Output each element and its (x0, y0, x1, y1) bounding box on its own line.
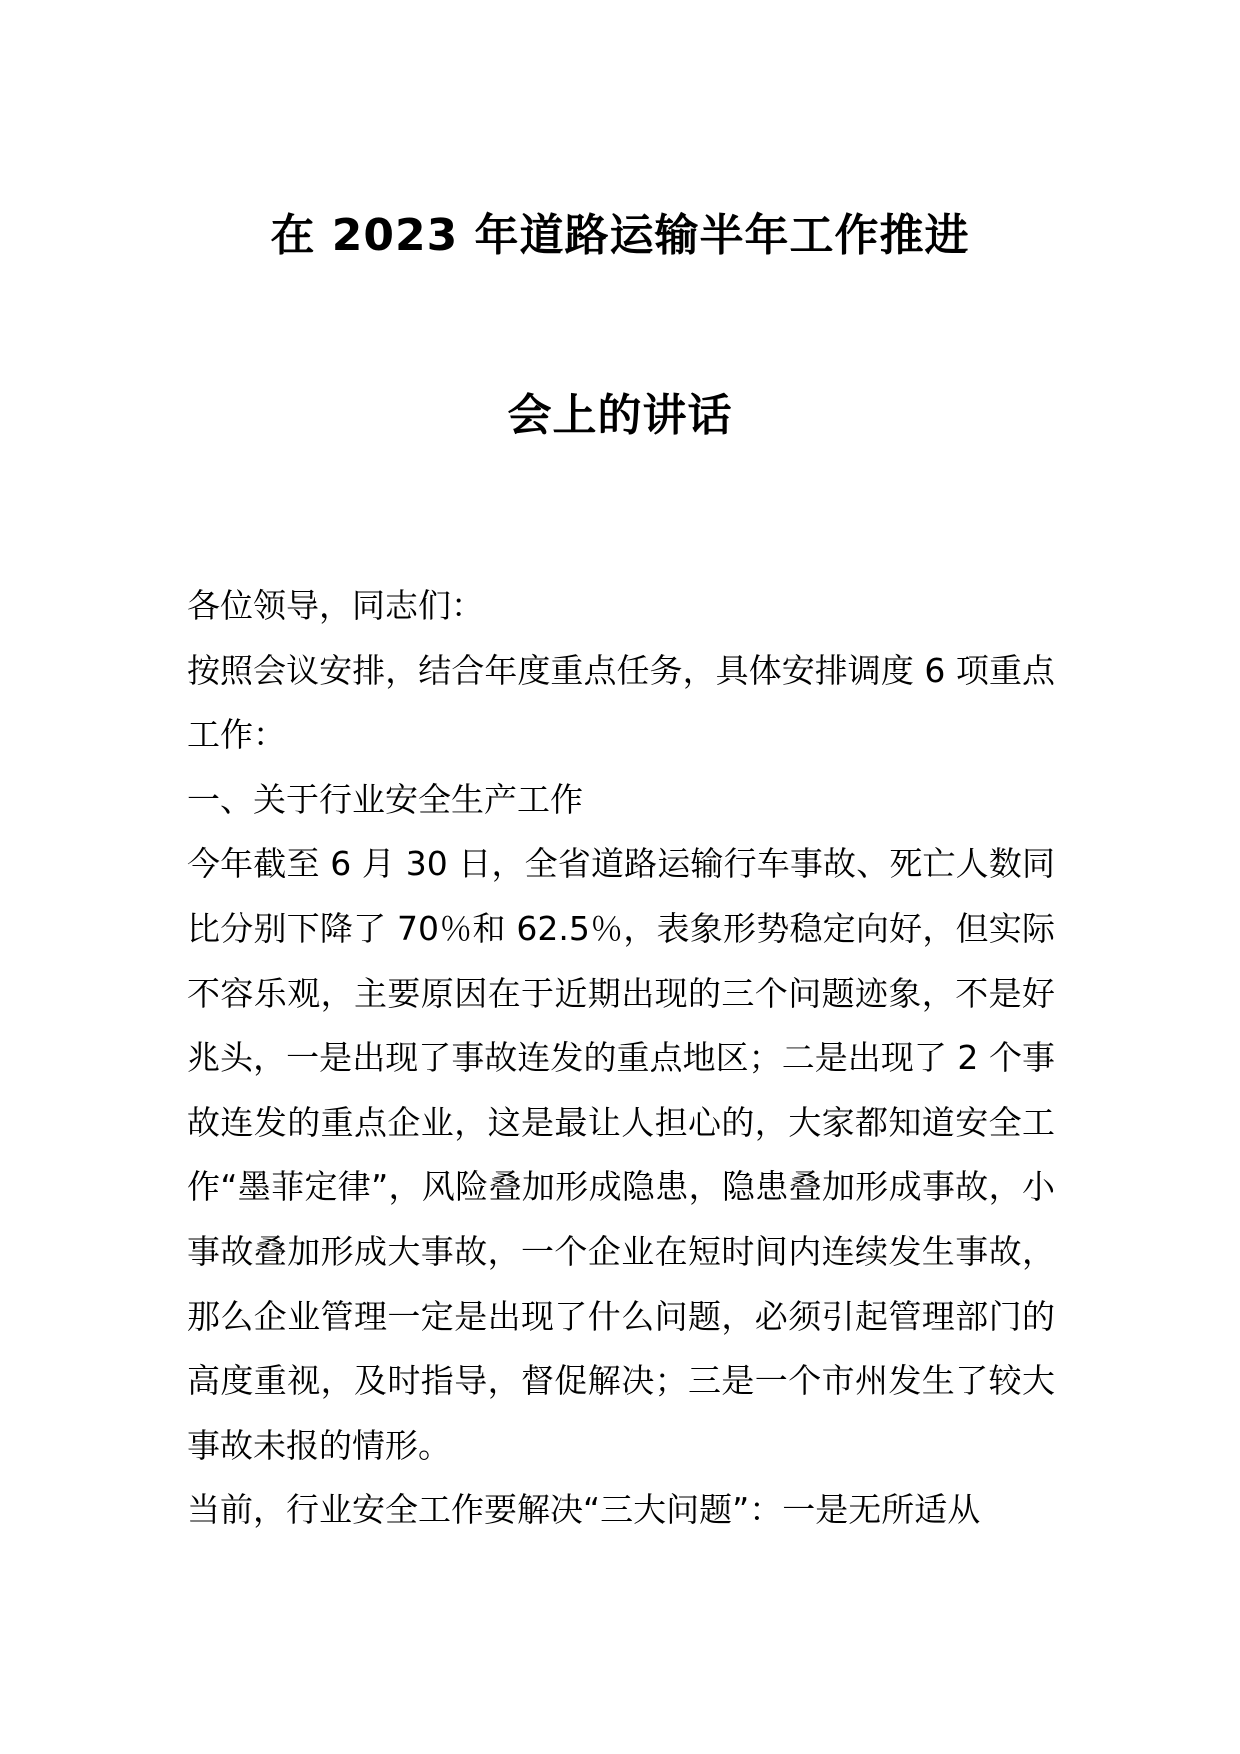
body-paragraph: 今年截至 6 月 30 日，全省道路运输行车事故、死亡人数同比分别下降了 70％和 62.5％，表象形势稳定向好，但实际不容乐观，主要原因在于近期出现的三个问题迹象，不是好兆头，一是出现了事故连发的重点地区；二是出现了 2 个事故连发的重点企业，这是最让人担心的，大家都知道安全工作“墨菲定律”，风险叠加形成隐患，隐患叠加形成事故，小事故叠加形成大事故，一个企业在短时间内连续发生事故，那么企业管理一定是出现了什么问题，必须引起管理部门的高度重视，及时指导，督促解决；三是一个市州发生了较大事故未报的情形。 (187, 844, 1055, 1465)
document-title-line-1: 在 2023 年道路运输半年工作推进 (270, 210, 970, 261)
intro-paragraph: 按照会议安排，结合年度重点任务，具体安排调度 6 项重点工作： (187, 650, 1055, 755)
document-body (187, 574, 1055, 1543)
salutation-paragraph: 各位领导，同志们： (187, 586, 484, 625)
section-heading-1: 一、关于行业安全生产工作 (187, 779, 583, 819)
document-title-line-2: 会上的讲话 (507, 390, 733, 441)
body-paragraph: 当前，行业安全工作要解决“三大问题”：一是无所适从 (187, 1490, 981, 1530)
